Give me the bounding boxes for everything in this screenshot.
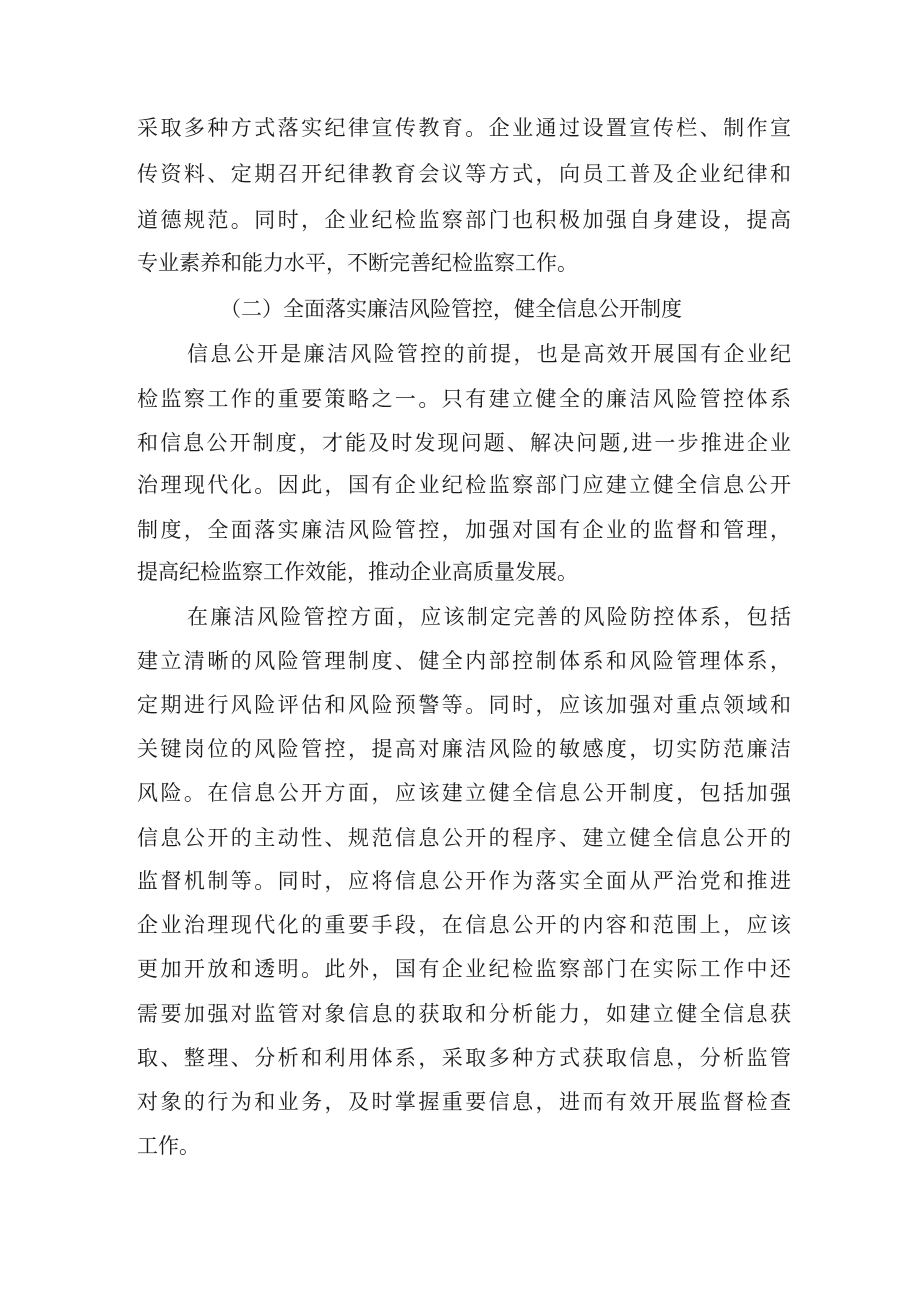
paragraph-line: 和信息公开制度，才能及时发现问题、解决问题,进一步推进企业 (137, 431, 791, 455)
paragraph-line: 治理现代化。因此，国有企业纪检监察部门应建立健全信息公开 (137, 473, 791, 497)
paragraph-line: 专业素养和能力水平，不断完善纪检监察工作。 (137, 251, 578, 275)
paragraph-line: 道德规范。同时，企业纪检监察部门也积极加强自身建设，提高 (137, 208, 791, 232)
paragraph-line: 传资料、定期召开纪律教育会议等方式，向员工普及企业纪律和 (137, 162, 791, 186)
paragraph-line: 在廉洁风险管控方面，应该制定完善的风险防控体系，包括 (187, 605, 791, 629)
paragraph-line: 更加开放和透明。此外，国有企业纪检监察部门在实际工作中还 (137, 957, 791, 981)
paragraph-line: 关键岗位的风险管控，提高对廉洁风险的敏感度，切实防范廉洁 (137, 737, 791, 761)
section-heading: （二）全面落实廉洁风险管控，健全信息公开制度 (220, 297, 682, 321)
paragraph-line: 定期进行风险评估和风险预警等。同时，应该加强对重点领域和 (137, 693, 791, 717)
paragraph-line: 提高纪检监察工作效能，推动企业高质量发展。 (137, 560, 578, 584)
paragraph-line: 信息公开的主动性、规范信息公开的程序、建立健全信息公开的 (137, 826, 791, 850)
paragraph-line: 工作。 (137, 1134, 200, 1158)
paragraph-line: 取、整理、分析和利用体系，采取多种方式获取信息，分析监管 (137, 1046, 791, 1070)
paragraph-line: 制度，全面落实廉洁风险管控，加强对国有企业的监督和管理， (137, 518, 791, 542)
paragraph-line: 检监察工作的重要策略之一。只有建立健全的廉洁风险管控体系 (137, 387, 791, 411)
paragraph-line: 信息公开是廉洁风险管控的前提，也是高效开展国有企业纪 (187, 342, 791, 366)
paragraph-line: 建立清晰的风险管理制度、健全内部控制体系和风险管理体系， (137, 649, 791, 673)
paragraph-line: 企业治理现代化的重要手段，在信息公开的内容和范围上，应该 (137, 913, 791, 937)
paragraph-line: 监督机制等。同时，应将信息公开作为落实全面从严治党和推进 (137, 869, 791, 893)
paragraph-line: 风险。在信息公开方面，应该建立健全信息公开制度，包括加强 (137, 781, 791, 805)
paragraph-line: 对象的行为和业务，及时掌握重要信息，进而有效开展监督检查 (137, 1090, 791, 1114)
paragraph-line: 采取多种方式落实纪律宣传教育。企业通过设置宣传栏、制作宣 (137, 116, 791, 140)
paragraph-line: 需要加强对监管对象信息的获取和分析能力，如建立健全信息获 (137, 1002, 791, 1026)
